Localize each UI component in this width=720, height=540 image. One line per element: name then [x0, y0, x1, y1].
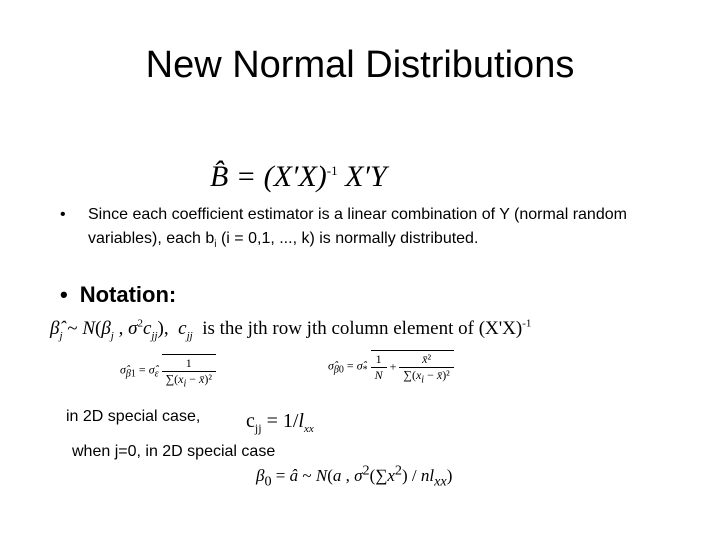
sigma-beta0-equation: $\sigmâ_{\beta 0}$ = $\sigmâ_*$ $\frac{1}{N}$ + $\frac{\text{x̄²}}{\sum(x_i - x̄)^2}$ — [328, 350, 454, 383]
bullet-estimator-distribution — [60, 203, 660, 251]
special-case-label-1: in 2D special case, — [66, 408, 201, 425]
bullet-text-subscript: i — [214, 239, 217, 251]
special-case-equation-1: $c_{jj} = 1/l_{xx}$ — [246, 410, 314, 435]
notation-superscript: -1 — [522, 317, 532, 330]
beta-hat-symbol: B̂ — [210, 160, 229, 193]
bullet-text-part2: (i = 0,1, ..., k) is normally distributed. — [216, 230, 479, 247]
slide-title: New Normal Distributions — [145, 44, 575, 86]
special-case-label-2: when j=0, in 2D special case — [72, 443, 276, 460]
bullet-text-part1: Since each coefficient estimator is a linear combination of Y (normal random variables), each b — [88, 206, 627, 247]
bullet-symbol: • — [60, 206, 66, 223]
notation-description: is the jth row jth column element of (X'X) — [202, 318, 523, 339]
bullet-symbol: • — [60, 282, 68, 307]
main-equation: B̂ = $(X'X)^{-1}$ X′Y — [210, 160, 387, 193]
notation-heading: Notation: — [79, 282, 177, 307]
bullet-notation — [60, 282, 176, 308]
special-case-equation-2: $\beta_0$ = â ~ N(a , $\sigma^2(\sum x^2) / nl_{xx}$) — [256, 462, 453, 490]
sigma-beta1-equation: $\sigmâ_{\beta 1}$ = $\sigmâ_\varepsilon$ $\frac{1}{\sum(x_i - x̄)^2}$ — [120, 354, 216, 387]
notation-equation: $\betâ_j$ ~ $N(\beta_j$ , $\sigma^2c_{jj}$), $c_{jj}$ is the jth row jth column element of $(X'X)^{-1}$ — [50, 317, 532, 342]
